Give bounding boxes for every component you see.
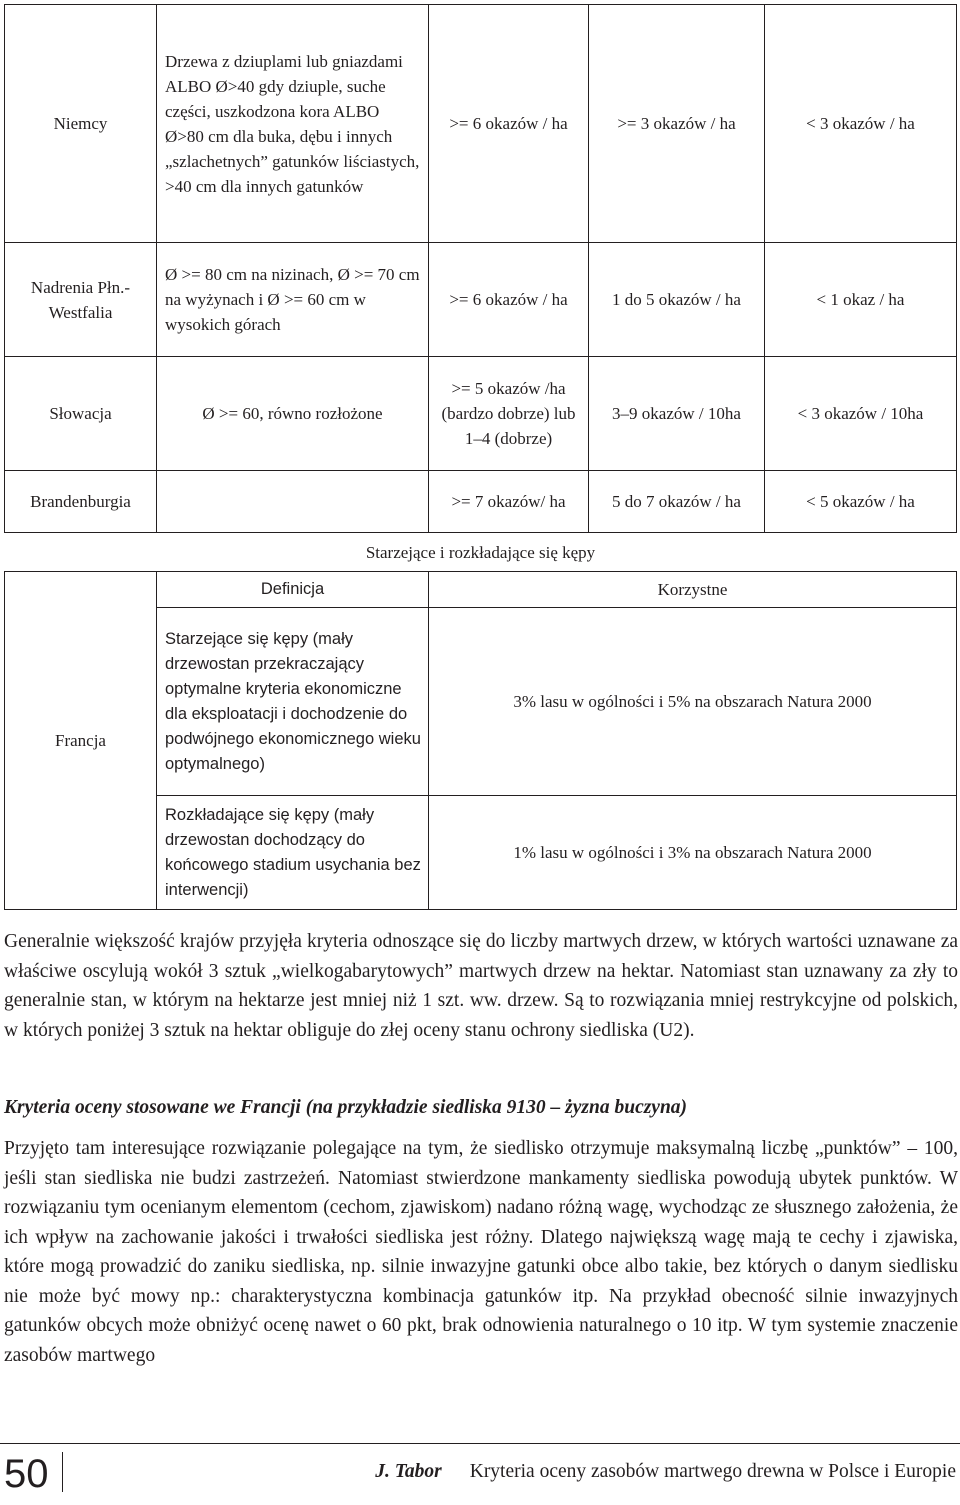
bad-cell: < 3 okazów / 10ha [765, 357, 957, 471]
country-cell: Brandenburgia [5, 471, 157, 533]
bad-cell: < 3 okazów / ha [765, 5, 957, 243]
country-cell: Nadrenia Płn.-Westfalia [5, 243, 157, 357]
body-paragraph: Generalnie większość krajów przyjęła kryteria odnoszące się do liczby martwych drzew, w których wartości uznawane za właściwe oscylują wokół 3 sztuk „wielkogabarytowych” martwych drzew na hektar. Natomiast stan uznawany za zły to generalnie stan, w którym na hektarze jest mniej niż 1 szt. ww. drzew. Są to rozwiązania mniej restrykcyjne od polskich, w których poniżej 3 sztuk na hektar obliguje do złej oceny stanu ochrony siedliska (U2). [4, 931, 958, 1041]
footer-author: J. Tabor [375, 1461, 442, 1482]
inadequate-cell: 3–9 okazów / 10ha [589, 357, 765, 471]
country-cell: Niemcy [5, 5, 157, 243]
bad-cell: < 5 okazów / ha [765, 471, 957, 533]
table-row [5, 533, 957, 572]
table-row [5, 5, 957, 243]
footer-divider [62, 1452, 63, 1492]
table-row [5, 243, 957, 357]
bad-cell: < 1 okaz / ha [765, 243, 957, 357]
section-title: Starzejące i rozkładające się kępy [365, 542, 596, 562]
criteria-cell [157, 471, 429, 533]
table-row [5, 572, 957, 608]
body-paragraph: Przyjęto tam interesujące rozwiązanie polegające na tym, że siedlisko otrzymuje maksymalną liczbę „punktów” – 100, jeśli stan siedliska nie budzi zastrzeżeń. Natomiast stwierdzone mankamenty siedliska powodują ubytek punktów. W rozwiązaniu tym ocenianym elementom (cechom, zjawiskom) nadano różną wagę, wychodząc ze słusznego założenia, że ich wpływ na zachowanie jakości i trwałości siedliska jest różny. Dlatego największą wagę mają te cechy i zjawiska, które mogą prowadzić do zaniku siedliska, np. silnie inwazyjne gatunki obce albo takie, bez których o danym siedlisku nie może być mowy np.: charakterystyczna kombinacja gatunków itp. Na przykład obecność silnie inwazyjnych gatunków obcych może obniżyć ocenę nawet o 60 pkt, brak odnowienia naturalnego o 10 itp. W tym systemie znaczenie zasobów martwego [4, 1138, 958, 1366]
column-header-definition: Definicja [157, 572, 429, 608]
column-header-favorable: Korzystne [429, 572, 957, 608]
criteria-cell: Drzewa z dziuplami lub gniazdami ALBO Ø>40 gdy dziuple, suche części, uszkodzona kora ALBO Ø>80 cm dla buka, dębu i innych „szlachetnych” gatunków liściastych, >40 cm dla innych gatunków [157, 5, 429, 243]
inadequate-cell: 5 do 7 okazów / ha [589, 471, 765, 533]
criteria-cell: Ø >= 80 cm na nizinach, Ø >= 70 cm na wyżynach i Ø >= 60 cm w wysokich górach [157, 243, 429, 357]
favorable-cell: >= 7 okazów/ ha [429, 471, 589, 533]
table-row [5, 357, 957, 471]
criteria-table [4, 4, 957, 910]
table-row [5, 471, 957, 533]
definition-cell: Starzejące się kępy (mały drzewostan przekraczający optymalne kryteria ekonomiczne dla eksploatacji i dochodzenie do podwójnego ekonomicznego wieku optymalnego) [157, 608, 429, 796]
country-cell: Słowacja [5, 357, 157, 471]
favorable-cell: >= 6 okazów / ha [429, 243, 589, 357]
favorable-cell: >= 6 okazów / ha [429, 5, 589, 243]
criteria-cell: Ø >= 60, równo rozłożone [157, 357, 429, 471]
country-cell: Francja [5, 572, 157, 910]
favorable-cell: >= 5 okazów /ha (bardzo dobrze) lub 1–4 (dobrze) [429, 357, 589, 471]
page-number: 50 [4, 1452, 49, 1496]
inadequate-cell: >= 3 okazów / ha [589, 5, 765, 243]
footer-rule [0, 1443, 960, 1444]
value-cell: 3% lasu w ogólności i 5% na obszarach Natura 2000 [429, 608, 957, 796]
value-cell: 1% lasu w ogólności i 3% na obszarach Natura 2000 [429, 796, 957, 910]
definition-cell: Rozkładające się kępy (mały drzewostan dochodzący do końcowego stadium usychania bez interwencji) [157, 796, 429, 910]
inadequate-cell: 1 do 5 okazów / ha [589, 243, 765, 357]
running-footer [375, 1458, 956, 1486]
section-heading: Kryteria oceny stosowane we Francji (na przykładzie siedliska 9130 – żyzna buczyna) [4, 1097, 688, 1118]
footer-title: Kryteria oceny zasobów martwego drewna w Polsce i Europie [469, 1461, 956, 1482]
